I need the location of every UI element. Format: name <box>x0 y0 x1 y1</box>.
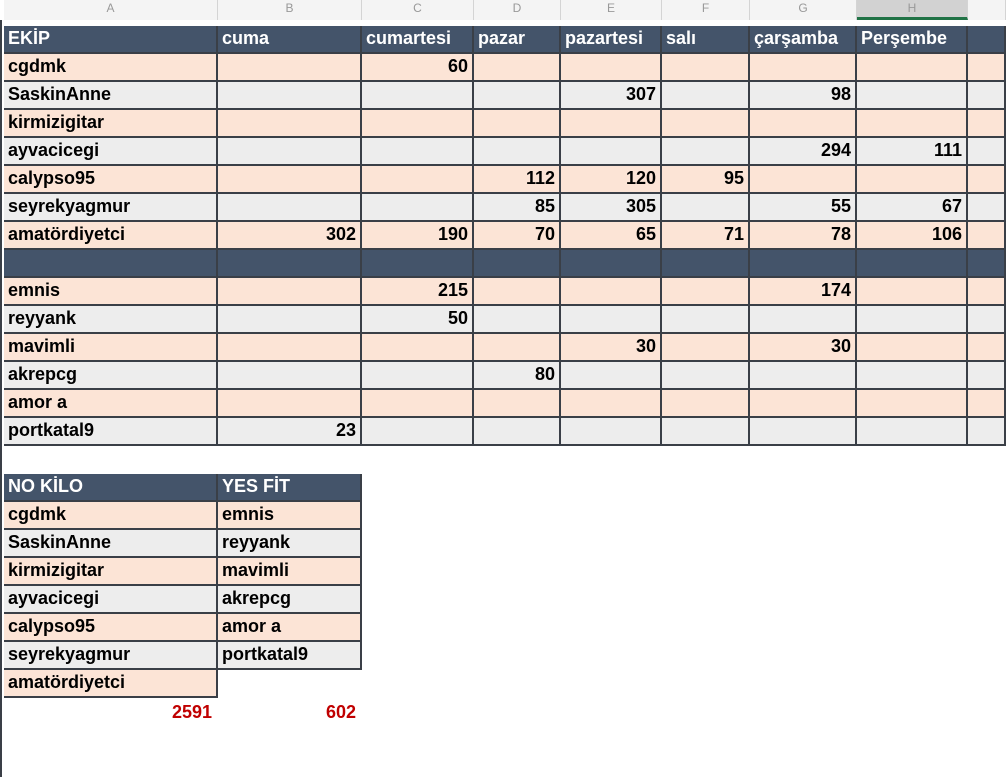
summary-cell[interactable]: portkatal9 <box>218 642 362 670</box>
table-cell[interactable] <box>857 334 968 362</box>
table-cell[interactable] <box>362 82 474 110</box>
separator-cell[interactable] <box>4 250 218 278</box>
table-cell[interactable] <box>474 82 561 110</box>
table-cell[interactable]: 71 <box>662 222 750 250</box>
separator-cell[interactable] <box>474 250 561 278</box>
table-cell[interactable] <box>857 166 968 194</box>
table-cell[interactable]: 30 <box>561 334 662 362</box>
total-yes-fit[interactable]: 602 <box>325 702 356 722</box>
table-cell[interactable] <box>561 278 662 306</box>
table-cell[interactable]: 307 <box>561 82 662 110</box>
table-cell[interactable]: akrepcg <box>4 362 218 390</box>
table-cell[interactable] <box>662 362 750 390</box>
summary-cell[interactable]: ayvacicegi <box>4 586 218 614</box>
table-cell[interactable]: 30 <box>750 334 857 362</box>
table-cell[interactable] <box>750 306 857 334</box>
table-cell[interactable] <box>968 222 1006 250</box>
summary-cell[interactable]: calypso95 <box>4 614 218 642</box>
table-cell[interactable]: 50 <box>362 306 474 334</box>
summary-cell[interactable]: akrepcg <box>218 586 362 614</box>
table-cell[interactable]: 78 <box>750 222 857 250</box>
table-cell[interactable]: 112 <box>474 166 561 194</box>
table-cell[interactable]: 120 <box>561 166 662 194</box>
table-cell[interactable] <box>968 166 1006 194</box>
table-cell[interactable]: 70 <box>474 222 561 250</box>
table-cell[interactable]: 67 <box>857 194 968 222</box>
table-cell[interactable]: 302 <box>218 222 362 250</box>
table-cell[interactable] <box>662 334 750 362</box>
table-cell[interactable] <box>218 334 362 362</box>
summary-header-cell[interactable]: YES FİT <box>218 474 362 502</box>
table-cell[interactable] <box>662 54 750 82</box>
table-cell[interactable] <box>662 194 750 222</box>
table-cell[interactable]: calypso95 <box>4 166 218 194</box>
table-cell[interactable]: cgdmk <box>4 54 218 82</box>
column-header-9[interactable] <box>968 0 1006 20</box>
table-cell[interactable] <box>218 54 362 82</box>
summary-cell[interactable]: kirmizigitar <box>4 558 218 586</box>
table-cell[interactable] <box>561 418 662 446</box>
table-cell[interactable] <box>968 362 1006 390</box>
table-cell[interactable]: ayvacicegi <box>4 138 218 166</box>
table-cell[interactable] <box>218 362 362 390</box>
header-cell[interactable]: çarşamba <box>750 26 857 54</box>
separator-cell[interactable] <box>218 250 362 278</box>
summary-cell[interactable]: SaskinAnne <box>4 530 218 558</box>
table-cell[interactable] <box>857 390 968 418</box>
separator-cell[interactable] <box>857 250 968 278</box>
table-cell[interactable] <box>561 138 662 166</box>
table-cell[interactable] <box>750 110 857 138</box>
summary-cell[interactable]: cgdmk <box>4 502 218 530</box>
table-cell[interactable] <box>362 418 474 446</box>
table-cell[interactable]: 294 <box>750 138 857 166</box>
table-cell[interactable] <box>662 390 750 418</box>
table-cell[interactable]: seyrekyagmur <box>4 194 218 222</box>
summary-cell[interactable]: reyyank <box>218 530 362 558</box>
table-cell[interactable] <box>362 194 474 222</box>
table-cell[interactable]: amatördiyetci <box>4 222 218 250</box>
table-cell[interactable]: kirmizigitar <box>4 110 218 138</box>
table-cell[interactable] <box>218 138 362 166</box>
table-cell[interactable] <box>750 362 857 390</box>
header-cell[interactable]: cumartesi <box>362 26 474 54</box>
table-cell[interactable] <box>857 54 968 82</box>
table-cell[interactable] <box>857 362 968 390</box>
table-cell[interactable] <box>662 110 750 138</box>
table-cell[interactable] <box>662 306 750 334</box>
table-cell[interactable] <box>968 138 1006 166</box>
table-cell[interactable] <box>362 110 474 138</box>
table-cell[interactable] <box>968 278 1006 306</box>
table-cell[interactable] <box>561 362 662 390</box>
table-cell[interactable] <box>218 194 362 222</box>
table-cell[interactable] <box>857 110 968 138</box>
table-cell[interactable] <box>474 418 561 446</box>
table-cell[interactable] <box>362 362 474 390</box>
table-cell[interactable] <box>662 278 750 306</box>
table-cell[interactable]: 174 <box>750 278 857 306</box>
column-header-8[interactable]: H <box>857 0 968 20</box>
summary-cell[interactable]: emnis <box>218 502 362 530</box>
table-cell[interactable] <box>362 138 474 166</box>
table-cell[interactable]: 85 <box>474 194 561 222</box>
separator-cell[interactable] <box>968 250 1006 278</box>
table-cell[interactable] <box>362 166 474 194</box>
table-cell[interactable]: 190 <box>362 222 474 250</box>
table-cell[interactable]: emnis <box>4 278 218 306</box>
separator-cell[interactable] <box>750 250 857 278</box>
table-cell[interactable]: 106 <box>857 222 968 250</box>
table-cell[interactable] <box>857 278 968 306</box>
table-cell[interactable]: 98 <box>750 82 857 110</box>
table-cell[interactable]: portkatal9 <box>4 418 218 446</box>
table-cell[interactable] <box>362 334 474 362</box>
table-cell[interactable] <box>968 82 1006 110</box>
table-cell[interactable] <box>968 110 1006 138</box>
table-cell[interactable] <box>561 390 662 418</box>
separator-cell[interactable] <box>561 250 662 278</box>
separator-cell[interactable] <box>362 250 474 278</box>
header-cell[interactable] <box>968 26 1006 54</box>
table-cell[interactable] <box>750 418 857 446</box>
header-cell[interactable]: Perşembe <box>857 26 968 54</box>
table-cell[interactable] <box>662 138 750 166</box>
table-cell[interactable] <box>750 54 857 82</box>
table-cell[interactable] <box>968 390 1006 418</box>
summary-cell[interactable]: seyrekyagmur <box>4 642 218 670</box>
header-cell[interactable]: pazartesi <box>561 26 662 54</box>
table-cell[interactable] <box>218 278 362 306</box>
table-cell[interactable]: 95 <box>662 166 750 194</box>
column-header-7[interactable]: G <box>750 0 857 20</box>
table-cell[interactable] <box>218 306 362 334</box>
table-cell[interactable] <box>857 306 968 334</box>
column-header-6[interactable]: F <box>662 0 750 20</box>
table-cell[interactable] <box>474 334 561 362</box>
table-cell[interactable] <box>218 166 362 194</box>
table-cell[interactable] <box>968 306 1006 334</box>
table-cell[interactable]: 23 <box>218 418 362 446</box>
table-cell[interactable] <box>474 278 561 306</box>
table-cell[interactable] <box>968 418 1006 446</box>
separator-cell[interactable] <box>662 250 750 278</box>
table-cell[interactable] <box>561 54 662 82</box>
summary-header-cell[interactable]: NO KİLO <box>4 474 218 502</box>
table-cell[interactable]: mavimli <box>4 334 218 362</box>
table-cell[interactable] <box>750 390 857 418</box>
table-cell[interactable]: 55 <box>750 194 857 222</box>
table-cell[interactable]: 305 <box>561 194 662 222</box>
table-cell[interactable]: amor a <box>4 390 218 418</box>
table-cell[interactable]: 215 <box>362 278 474 306</box>
table-cell[interactable] <box>561 306 662 334</box>
table-cell[interactable] <box>662 82 750 110</box>
table-cell[interactable]: SaskinAnne <box>4 82 218 110</box>
header-cell[interactable]: EKİP <box>4 26 218 54</box>
table-cell[interactable] <box>218 110 362 138</box>
column-header-1[interactable]: A <box>4 0 218 20</box>
header-cell[interactable]: cuma <box>218 26 362 54</box>
table-cell[interactable]: 111 <box>857 138 968 166</box>
table-cell[interactable] <box>474 110 561 138</box>
table-cell[interactable]: 80 <box>474 362 561 390</box>
column-header-5[interactable]: E <box>561 0 662 20</box>
table-cell[interactable] <box>218 390 362 418</box>
column-header-2[interactable]: B <box>218 0 362 20</box>
total-no-kilo[interactable]: 2591 <box>171 702 212 722</box>
table-cell[interactable] <box>750 166 857 194</box>
summary-cell[interactable]: mavimli <box>218 558 362 586</box>
column-header-3[interactable]: C <box>362 0 474 20</box>
sheet-left-border <box>0 20 2 777</box>
table-cell[interactable] <box>662 418 750 446</box>
table-cell[interactable] <box>362 390 474 418</box>
table-cell[interactable] <box>857 418 968 446</box>
table-cell[interactable] <box>561 110 662 138</box>
table-cell[interactable] <box>474 390 561 418</box>
table-cell[interactable]: reyyank <box>4 306 218 334</box>
header-cell[interactable]: pazar <box>474 26 561 54</box>
summary-cell[interactable]: amor a <box>218 614 362 642</box>
table-cell[interactable] <box>218 82 362 110</box>
table-cell[interactable]: 60 <box>362 54 474 82</box>
table-cell[interactable]: 65 <box>561 222 662 250</box>
table-cell[interactable] <box>474 54 561 82</box>
table-cell[interactable] <box>968 54 1006 82</box>
table-cell[interactable] <box>968 194 1006 222</box>
table-cell[interactable] <box>474 306 561 334</box>
column-header-4[interactable]: D <box>474 0 561 20</box>
table-cell[interactable] <box>857 82 968 110</box>
summary-cell[interactable]: amatördiyetci <box>4 670 218 698</box>
table-cell[interactable] <box>474 138 561 166</box>
table-cell[interactable] <box>968 334 1006 362</box>
header-cell[interactable]: salı <box>662 26 750 54</box>
